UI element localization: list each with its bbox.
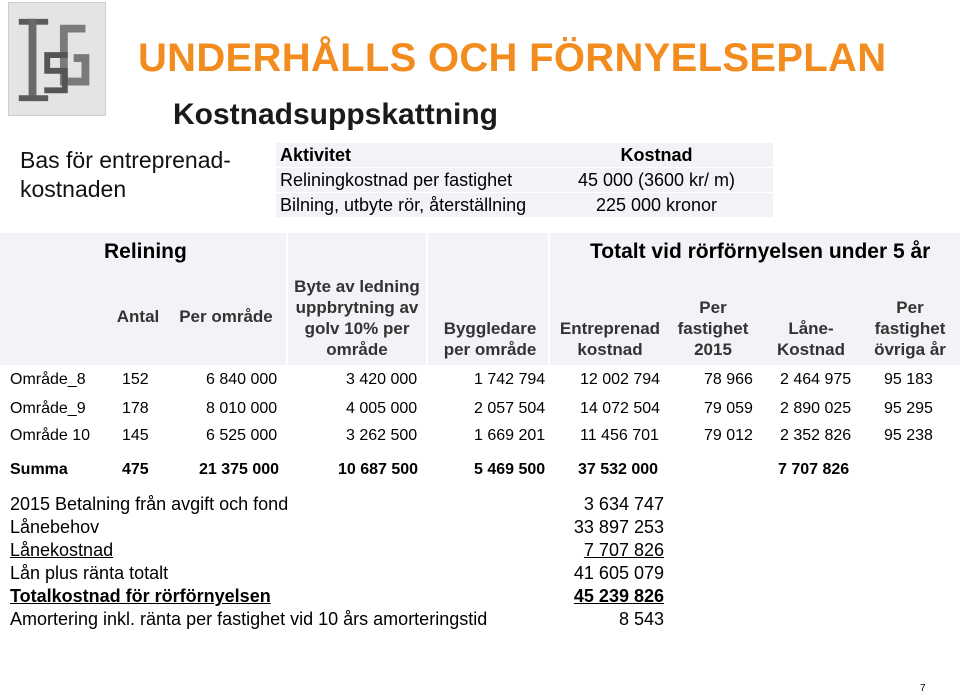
cell-lanekostnad: 2 464 975 <box>780 371 852 388</box>
cell-byggledare: 1 669 201 <box>474 427 546 444</box>
cell-area: Område_8 <box>10 371 86 388</box>
financing-label: Lån plus ränta totalt <box>10 563 169 583</box>
col-header-line: 2015 <box>694 340 732 359</box>
cell-per-omrade: 8 010 000 <box>206 400 278 417</box>
cell-lanekostnad: 7 707 826 <box>778 461 850 478</box>
cost-activity: Reliningkostnad per fastighet <box>276 168 540 193</box>
financing-value: 7 707 826 <box>583 540 664 560</box>
col-header-line: Låne- <box>788 319 834 338</box>
cell-per-fastighet-2015: 78 966 <box>704 371 753 388</box>
cell-area: Område 10 <box>10 427 91 444</box>
cell-per-fastighet-2015: 79 012 <box>704 427 753 444</box>
cell-per-fastighet-ovriga: 95 183 <box>884 371 933 388</box>
financing-value: 41 605 079 <box>573 563 664 583</box>
financing-total-label: Totalkostnad för rörförnyelsen <box>10 586 271 606</box>
table-row <box>0 396 960 422</box>
cost-table-header <box>276 143 773 168</box>
cell-antal: 178 <box>122 400 149 417</box>
page-number: 7 <box>920 683 926 694</box>
cost-header-cost: Kostnad <box>540 143 773 168</box>
col-header-per-fastighet-2015 <box>670 297 756 360</box>
cell-lanekostnad: 2 352 826 <box>780 427 852 444</box>
column-divider <box>548 233 550 365</box>
cell-byggledare: 1 742 794 <box>474 371 546 388</box>
igs-logo <box>8 2 106 116</box>
cell-lanekostnad: 2 890 025 <box>780 400 852 417</box>
col-header-per-omrade: Per område <box>179 307 273 326</box>
cell-per-omrade: 6 840 000 <box>206 371 278 388</box>
col-header-entreprenad <box>552 318 668 360</box>
col-header-line: Per <box>699 298 727 317</box>
cell-per-fastighet-2015: 79 059 <box>704 400 753 417</box>
cost-activity: Bilning, utbyte rör, återställning <box>276 193 540 218</box>
table-row <box>276 193 773 218</box>
sum-row <box>0 457 960 483</box>
cell-antal: 145 <box>122 427 149 444</box>
cell-per-omrade: 6 525 000 <box>206 427 278 444</box>
logo-graphic <box>9 3 105 115</box>
cell-byggledare: 2 057 504 <box>474 400 546 417</box>
col-header-line: Byggledare <box>443 319 537 338</box>
cost-header-activity: Aktivitet <box>276 143 540 168</box>
financing-label: Amortering inkl. ränta per fastighet vid 10 års amorteringstid <box>10 609 488 629</box>
col-header-line: Entreprenad <box>559 319 661 338</box>
col-header-line: Byte av ledning <box>294 277 420 296</box>
col-header-byggledare <box>432 318 548 360</box>
cell-byte: 4 005 000 <box>346 400 418 417</box>
column-divider <box>426 233 428 365</box>
col-header-per-fastighet-ovriga <box>864 297 956 360</box>
cell-antal: 475 <box>122 461 149 478</box>
basis-label <box>20 146 260 204</box>
col-header-line: per område <box>443 340 537 359</box>
financing-total-value: 45 239 826 <box>573 586 664 606</box>
col-header-line: fastighet <box>874 319 946 338</box>
financing-label: Lånebehov <box>10 517 100 537</box>
col-header-line: fastighet <box>677 319 749 338</box>
cell-byte: 3 420 000 <box>346 371 418 388</box>
cell-entreprenad: 11 456 701 <box>580 427 659 444</box>
financing-label: Lånekostnad <box>10 540 114 560</box>
basis-label-line2: kostnaden <box>20 176 127 202</box>
cell-per-fastighet-ovriga: 95 295 <box>884 400 933 417</box>
cost-value: 45 000 (3600 kr/ m) <box>540 168 773 193</box>
cell-byte: 3 262 500 <box>346 427 418 444</box>
group-total: Totalt vid rörförnyelsen under 5 år <box>590 240 931 263</box>
cell-per-fastighet-ovriga: 95 238 <box>884 427 933 444</box>
cell-area: Område_9 <box>10 400 86 417</box>
col-header-line: uppbrytning av <box>295 298 419 317</box>
table-row <box>0 423 960 449</box>
financing-label: 2015 Betalning från avgift och fond <box>10 494 289 514</box>
financing-value: 33 897 253 <box>573 517 664 537</box>
col-header-byte-ledning <box>288 276 426 360</box>
col-header-line: golv 10% per <box>304 319 410 338</box>
cost-basis-table <box>276 143 773 218</box>
cell-byggledare: 5 469 500 <box>474 461 546 478</box>
cell-byte: 10 687 500 <box>338 461 419 478</box>
col-header-line: Kostnad <box>777 340 845 359</box>
col-header-line: Per <box>896 298 924 317</box>
cost-value: 225 000 kronor <box>540 193 773 218</box>
financing-value: 8 543 <box>618 609 664 629</box>
financing-value: 3 634 747 <box>583 494 664 514</box>
cell-entreprenad: 12 002 794 <box>580 371 661 388</box>
cell-entreprenad: 37 532 000 <box>578 461 659 478</box>
table-row <box>0 367 960 393</box>
basis-label-line1: Bas för entreprenad- <box>20 147 231 173</box>
page-title: UNDERHÅLLS OCH FÖRNYELSEPLAN <box>138 36 887 80</box>
table-row <box>276 168 773 193</box>
cell-sum-label: Summa <box>10 461 68 478</box>
cell-per-omrade: 21 375 000 <box>199 461 280 478</box>
cell-antal: 152 <box>122 371 149 388</box>
section-subtitle: Kostnadsuppskattning <box>173 98 499 131</box>
col-header-antal: Antal <box>116 307 160 326</box>
col-header-line: kostnad <box>577 340 643 359</box>
col-header-lanekostnad <box>766 318 856 360</box>
col-header-line: område <box>326 340 388 359</box>
group-relining: Relining <box>104 240 187 263</box>
col-header-line: övriga år <box>874 340 946 359</box>
cell-entreprenad: 14 072 504 <box>580 400 661 417</box>
